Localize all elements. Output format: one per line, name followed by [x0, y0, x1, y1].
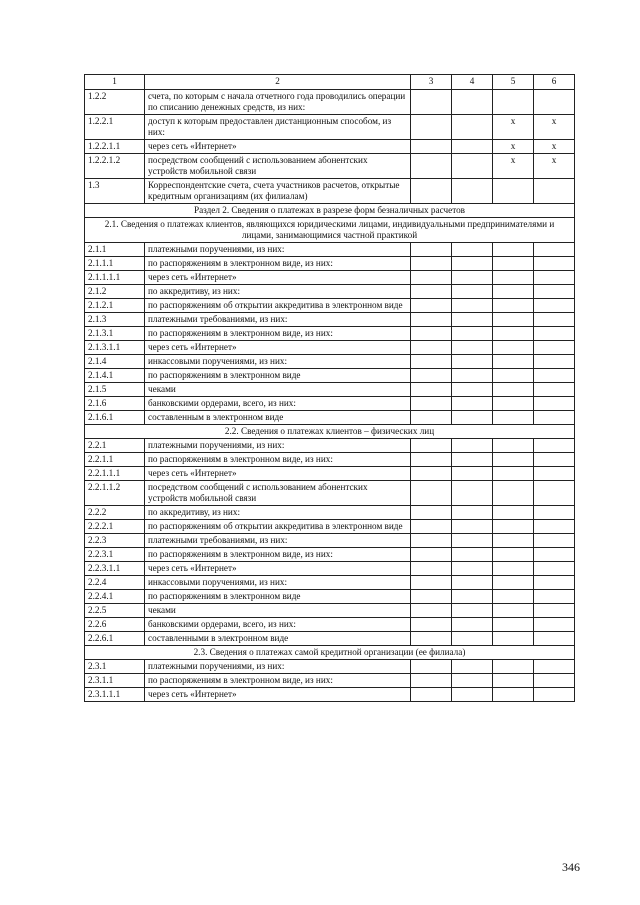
- value-cell: [534, 548, 575, 562]
- row-code: 2.1.6: [85, 397, 145, 411]
- table-row: [85, 660, 575, 674]
- table-row: [85, 411, 575, 425]
- value-cell: [534, 257, 575, 271]
- value-cell: [534, 369, 575, 383]
- row-description: по распоряжениям в электронном виде, из них:: [145, 674, 411, 688]
- value-cell: [493, 688, 534, 702]
- value-cell: [411, 534, 452, 548]
- value-cell: [493, 383, 534, 397]
- section-heading: 2.3. Сведения о платежах самой кредитной организации (ее филиала): [85, 646, 575, 660]
- row-code: 2.3.1: [85, 660, 145, 674]
- report-table: [84, 74, 575, 702]
- value-cell: [493, 534, 534, 548]
- value-cell: [534, 506, 575, 520]
- value-cell: [534, 355, 575, 369]
- value-cell: [452, 562, 493, 576]
- value-cell: [411, 115, 452, 140]
- value-cell: [534, 243, 575, 257]
- page-number: 346: [562, 860, 580, 874]
- value-cell: [493, 506, 534, 520]
- value-cell: [411, 481, 452, 506]
- row-description: банковскими ордерами, всего, из них:: [145, 397, 411, 411]
- value-cell: [534, 453, 575, 467]
- table-row: [85, 576, 575, 590]
- row-code: 2.2.3.1.1: [85, 562, 145, 576]
- row-description: банковскими ордерами, всего, из них:: [145, 618, 411, 632]
- section-heading-row: [85, 218, 575, 243]
- table-row: [85, 369, 575, 383]
- value-cell: x: [534, 140, 575, 154]
- value-cell: [534, 411, 575, 425]
- value-cell: [452, 632, 493, 646]
- value-cell: [493, 90, 534, 115]
- row-description: через сеть «Интернет»: [145, 140, 411, 154]
- table-row: [85, 590, 575, 604]
- row-code: 2.3.1.1: [85, 674, 145, 688]
- value-cell: [452, 327, 493, 341]
- table-header-row: [85, 75, 575, 90]
- value-cell: x: [493, 115, 534, 140]
- value-cell: [534, 481, 575, 506]
- value-cell: [411, 327, 452, 341]
- row-description: через сеть «Интернет»: [145, 688, 411, 702]
- table-row: [85, 481, 575, 506]
- value-cell: [411, 604, 452, 618]
- value-cell: [411, 506, 452, 520]
- row-code: 2.2.2.1: [85, 520, 145, 534]
- section-heading: 2.2. Сведения о платежах клиентов – физических лиц: [85, 425, 575, 439]
- row-description: по распоряжениям в электронном виде: [145, 590, 411, 604]
- row-description: чеками: [145, 383, 411, 397]
- value-cell: [452, 90, 493, 115]
- value-cell: [493, 179, 534, 204]
- value-cell: [493, 548, 534, 562]
- table-row: [85, 299, 575, 313]
- column-header: 3: [411, 75, 452, 90]
- row-code: 2.2.2: [85, 506, 145, 520]
- table-row: [85, 313, 575, 327]
- value-cell: [452, 115, 493, 140]
- row-description: чеками: [145, 604, 411, 618]
- value-cell: [493, 355, 534, 369]
- section-heading-row: [85, 425, 575, 439]
- row-description: через сеть «Интернет»: [145, 467, 411, 481]
- row-code: 2.1.5: [85, 383, 145, 397]
- table-row: [85, 604, 575, 618]
- value-cell: [493, 467, 534, 481]
- value-cell: [411, 618, 452, 632]
- row-code: 2.2.1.1.1: [85, 467, 145, 481]
- row-description: платежными поручениями, из них:: [145, 243, 411, 257]
- row-code: 2.1.4: [85, 355, 145, 369]
- table-row: [85, 140, 575, 154]
- value-cell: [452, 660, 493, 674]
- value-cell: [452, 285, 493, 299]
- value-cell: [411, 140, 452, 154]
- value-cell: [534, 397, 575, 411]
- row-code: 1.3: [85, 179, 145, 204]
- section-heading-row: [85, 646, 575, 660]
- row-description: через сеть «Интернет»: [145, 562, 411, 576]
- value-cell: [411, 660, 452, 674]
- value-cell: [534, 604, 575, 618]
- value-cell: [411, 341, 452, 355]
- value-cell: [534, 534, 575, 548]
- value-cell: [493, 243, 534, 257]
- value-cell: [411, 383, 452, 397]
- value-cell: [411, 154, 452, 179]
- table-row: [85, 341, 575, 355]
- row-description: по аккредитиву, из них:: [145, 506, 411, 520]
- value-cell: [411, 179, 452, 204]
- row-description: платежными требованиями, из них:: [145, 313, 411, 327]
- value-cell: [452, 243, 493, 257]
- value-cell: x: [534, 115, 575, 140]
- row-description: по распоряжениям в электронном виде, из них:: [145, 548, 411, 562]
- row-description: по распоряжениям в электронном виде, из них:: [145, 327, 411, 341]
- value-cell: [411, 90, 452, 115]
- value-cell: [411, 397, 452, 411]
- row-description: через сеть «Интернет»: [145, 341, 411, 355]
- table-row: [85, 355, 575, 369]
- row-code: 2.1.3.1: [85, 327, 145, 341]
- row-code: 1.2.2.1.1: [85, 140, 145, 154]
- row-description: по аккредитиву, из них:: [145, 285, 411, 299]
- value-cell: [452, 397, 493, 411]
- row-code: 2.1.6.1: [85, 411, 145, 425]
- row-code: 1.2.2.1.2: [85, 154, 145, 179]
- value-cell: [411, 562, 452, 576]
- value-cell: [493, 632, 534, 646]
- value-cell: [493, 576, 534, 590]
- row-code: 2.2.3.1: [85, 548, 145, 562]
- row-code: 2.1.3.1.1: [85, 341, 145, 355]
- value-cell: [493, 341, 534, 355]
- value-cell: [493, 285, 534, 299]
- value-cell: [452, 576, 493, 590]
- value-cell: [452, 271, 493, 285]
- row-code: 2.1.1.1.1: [85, 271, 145, 285]
- value-cell: [411, 576, 452, 590]
- value-cell: [534, 520, 575, 534]
- value-cell: [411, 355, 452, 369]
- value-cell: [452, 618, 493, 632]
- value-cell: [452, 257, 493, 271]
- row-description: Корреспондентские счета, счета участников расчетов, открытые кредитным организациям (их филиалам): [145, 179, 411, 204]
- value-cell: [452, 520, 493, 534]
- row-code: 2.2.6.1: [85, 632, 145, 646]
- row-code: 1.2.2: [85, 90, 145, 115]
- value-cell: [452, 453, 493, 467]
- value-cell: [534, 590, 575, 604]
- value-cell: [493, 481, 534, 506]
- table-row: [85, 285, 575, 299]
- column-header: 1: [85, 75, 145, 90]
- value-cell: x: [493, 154, 534, 179]
- row-code: 2.3.1.1.1: [85, 688, 145, 702]
- value-cell: [452, 299, 493, 313]
- value-cell: [452, 590, 493, 604]
- value-cell: [493, 604, 534, 618]
- value-cell: [493, 369, 534, 383]
- row-code: 2.2.5: [85, 604, 145, 618]
- value-cell: [411, 674, 452, 688]
- value-cell: [534, 632, 575, 646]
- row-code: 2.2.3: [85, 534, 145, 548]
- section-heading-row: [85, 204, 575, 218]
- value-cell: [493, 313, 534, 327]
- value-cell: [493, 453, 534, 467]
- value-cell: [411, 453, 452, 467]
- row-code: 2.1.3: [85, 313, 145, 327]
- value-cell: [534, 179, 575, 204]
- value-cell: [534, 674, 575, 688]
- value-cell: [493, 271, 534, 285]
- value-cell: [452, 369, 493, 383]
- value-cell: [452, 154, 493, 179]
- column-header: 4: [452, 75, 493, 90]
- section-heading: Раздел 2. Сведения о платежах в разрезе форм безналичных расчетов: [85, 204, 575, 218]
- row-code: 2.2.4: [85, 576, 145, 590]
- value-cell: [411, 632, 452, 646]
- row-code: 1.2.2.1: [85, 115, 145, 140]
- table-row: [85, 520, 575, 534]
- value-cell: [411, 548, 452, 562]
- value-cell: [534, 439, 575, 453]
- row-description: по распоряжениям в электронном виде, из них:: [145, 453, 411, 467]
- table-row: [85, 271, 575, 285]
- table-row: [85, 439, 575, 453]
- value-cell: [534, 327, 575, 341]
- value-cell: [411, 299, 452, 313]
- table-row: [85, 548, 575, 562]
- row-code: 2.1.2.1: [85, 299, 145, 313]
- row-code: 2.1.1.1: [85, 257, 145, 271]
- column-header: 6: [534, 75, 575, 90]
- value-cell: [534, 660, 575, 674]
- table-row: [85, 154, 575, 179]
- value-cell: [493, 439, 534, 453]
- value-cell: [411, 271, 452, 285]
- value-cell: [534, 313, 575, 327]
- value-cell: [493, 590, 534, 604]
- row-code: 2.2.1.1.2: [85, 481, 145, 506]
- table-body: [85, 90, 575, 702]
- row-description: составленным в электронном виде: [145, 411, 411, 425]
- table-row: [85, 453, 575, 467]
- table-row: [85, 397, 575, 411]
- value-cell: [452, 411, 493, 425]
- row-description: через сеть «Интернет»: [145, 271, 411, 285]
- value-cell: [452, 534, 493, 548]
- row-code: 2.2.4.1: [85, 590, 145, 604]
- value-cell: [411, 257, 452, 271]
- value-cell: [534, 271, 575, 285]
- table-row: [85, 383, 575, 397]
- row-code: 2.1.2: [85, 285, 145, 299]
- value-cell: [493, 660, 534, 674]
- section-heading: 2.1. Сведения о платежах клиентов, являющихся юридическими лицами, индивидуальными предпринимателями и лицами, занимающимися частной практикой: [85, 218, 575, 243]
- value-cell: [411, 590, 452, 604]
- value-cell: [534, 576, 575, 590]
- value-cell: [534, 383, 575, 397]
- value-cell: [452, 467, 493, 481]
- value-cell: [411, 688, 452, 702]
- value-cell: [411, 467, 452, 481]
- table-row: [85, 562, 575, 576]
- value-cell: [534, 618, 575, 632]
- row-description: платежными требованиями, из них:: [145, 534, 411, 548]
- value-cell: [493, 257, 534, 271]
- table-row: [85, 327, 575, 341]
- table-row: [85, 243, 575, 257]
- row-description: доступ к которым предоставлен дистанционным способом, из них:: [145, 115, 411, 140]
- row-description: по распоряжениям в электронном виде: [145, 369, 411, 383]
- value-cell: [534, 341, 575, 355]
- value-cell: [452, 179, 493, 204]
- value-cell: [534, 562, 575, 576]
- row-description: составленными в электронном виде: [145, 632, 411, 646]
- value-cell: [534, 285, 575, 299]
- column-header: 5: [493, 75, 534, 90]
- value-cell: [493, 299, 534, 313]
- value-cell: [493, 562, 534, 576]
- table-row: [85, 90, 575, 115]
- row-description: платежными поручениями, из них:: [145, 439, 411, 453]
- value-cell: [411, 243, 452, 257]
- value-cell: [493, 397, 534, 411]
- value-cell: [452, 140, 493, 154]
- value-cell: [493, 411, 534, 425]
- value-cell: x: [534, 154, 575, 179]
- value-cell: [452, 548, 493, 562]
- row-description: посредством сообщений с использованием абонентских устройств мобильной связи: [145, 481, 411, 506]
- value-cell: [411, 369, 452, 383]
- value-cell: [411, 520, 452, 534]
- value-cell: x: [493, 140, 534, 154]
- value-cell: [411, 439, 452, 453]
- table-row: [85, 534, 575, 548]
- value-cell: [493, 674, 534, 688]
- row-description: инкассовыми поручениями, из них:: [145, 355, 411, 369]
- table-row: [85, 179, 575, 204]
- table-row: [85, 688, 575, 702]
- value-cell: [411, 285, 452, 299]
- row-code: 2.2.1.1: [85, 453, 145, 467]
- value-cell: [534, 688, 575, 702]
- table-row: [85, 467, 575, 481]
- value-cell: [534, 299, 575, 313]
- row-description: по распоряжениям в электронном виде, из них:: [145, 257, 411, 271]
- row-code: 2.2.6: [85, 618, 145, 632]
- row-code: 2.1.4.1: [85, 369, 145, 383]
- value-cell: [534, 467, 575, 481]
- table-row: [85, 618, 575, 632]
- row-code: 2.2.1: [85, 439, 145, 453]
- value-cell: [452, 604, 493, 618]
- row-description: платежными поручениями, из них:: [145, 660, 411, 674]
- row-description: по распоряжениям об открытии аккредитива в электронном виде: [145, 520, 411, 534]
- value-cell: [493, 520, 534, 534]
- table-row: [85, 257, 575, 271]
- value-cell: [493, 618, 534, 632]
- table-row: [85, 115, 575, 140]
- value-cell: [452, 506, 493, 520]
- value-cell: [411, 313, 452, 327]
- value-cell: [452, 439, 493, 453]
- row-description: счета, по которым с начала отчетного года проводились операции по списанию денежных средств, из них:: [145, 90, 411, 115]
- value-cell: [493, 327, 534, 341]
- value-cell: [452, 383, 493, 397]
- row-code: 2.1.1: [85, 243, 145, 257]
- table-row: [85, 506, 575, 520]
- value-cell: [452, 688, 493, 702]
- value-cell: [452, 341, 493, 355]
- row-description: инкассовыми поручениями, из них:: [145, 576, 411, 590]
- value-cell: [452, 313, 493, 327]
- value-cell: [534, 90, 575, 115]
- table-row: [85, 632, 575, 646]
- row-description: посредством сообщений с использованием абонентских устройств мобильной связи: [145, 154, 411, 179]
- row-description: по распоряжениям об открытии аккредитива в электронном виде: [145, 299, 411, 313]
- value-cell: [452, 481, 493, 506]
- value-cell: [411, 411, 452, 425]
- column-header: 2: [145, 75, 411, 90]
- value-cell: [452, 674, 493, 688]
- value-cell: [452, 355, 493, 369]
- table-row: [85, 674, 575, 688]
